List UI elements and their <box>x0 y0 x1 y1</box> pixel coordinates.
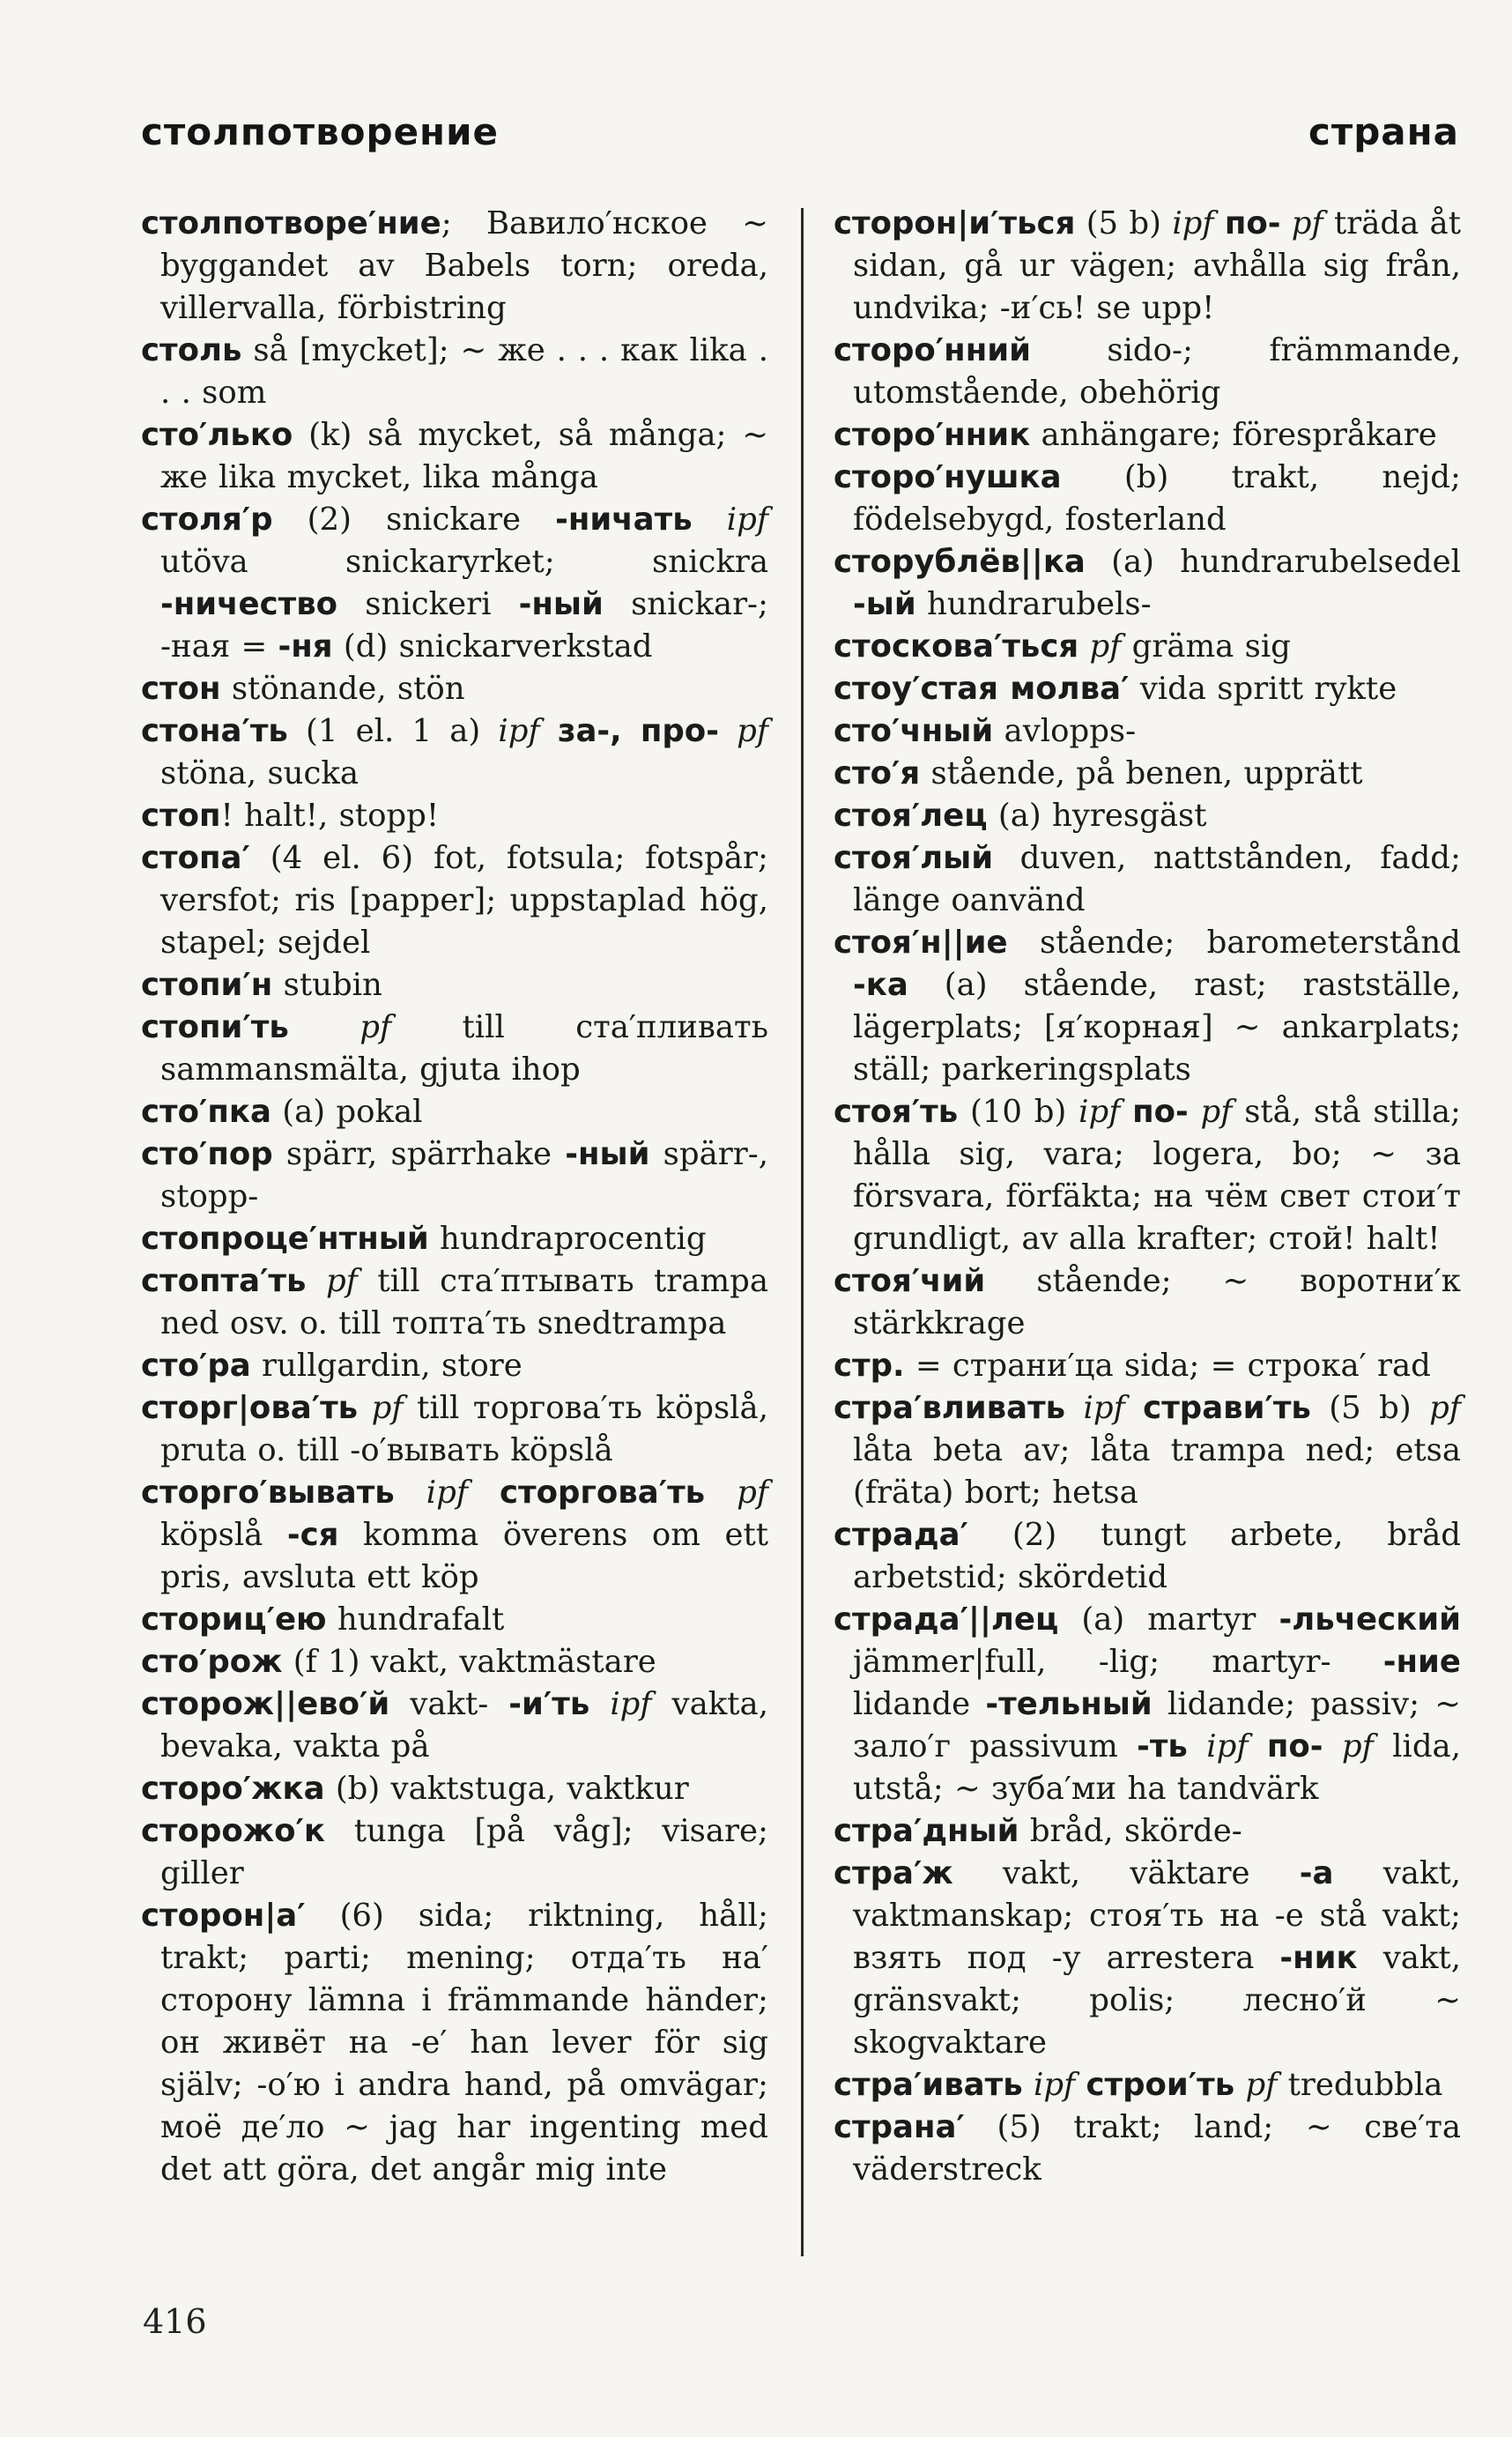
entry-definition <box>1125 1390 1143 1426</box>
entry-definition <box>1120 1094 1132 1130</box>
entry-definition: (a) hyresgäst <box>987 798 1207 834</box>
entry-grammar-label: ipf <box>1172 205 1214 241</box>
dictionary-entry <box>834 1260 1461 1345</box>
entry-headword: сторо′жка <box>141 1771 325 1807</box>
dictionary-entry <box>141 1260 768 1345</box>
dictionary-entry <box>834 2106 1461 2191</box>
entry-grammar-label: pf <box>1245 2067 1278 2103</box>
entry-definition: ! halt!, stopp! <box>220 798 440 834</box>
entry-headword: стоскова′ться <box>834 628 1079 665</box>
dictionary-entry <box>141 1768 768 1810</box>
entry-headword: стопта′ть <box>141 1263 307 1299</box>
entry-grammar-label: pf <box>1200 1094 1233 1130</box>
dictionary-entry <box>834 1599 1461 1810</box>
entry-grammar-label: ipf <box>1033 2067 1076 2103</box>
dictionary-entry <box>834 330 1461 414</box>
entry-definition <box>1075 2067 1086 2103</box>
entry-headword: стра′ж <box>834 1855 953 1891</box>
entry-definition <box>540 713 558 749</box>
entry-subform: -ть <box>1137 1728 1188 1765</box>
entry-definition: stönande, stön <box>220 671 465 707</box>
entry-subform: -тельный <box>985 1686 1153 1722</box>
right-column <box>834 203 1461 2191</box>
entry-subform: -ся <box>286 1517 339 1553</box>
dictionary-entry <box>141 837 768 964</box>
dictionary-entry <box>141 1641 768 1683</box>
entry-definition: rullgardin, store <box>250 1348 523 1384</box>
dictionary-entry <box>141 1472 768 1599</box>
entry-grammar-label: ipf <box>610 1686 652 1722</box>
dictionary-entry <box>834 203 1461 330</box>
entry-headword: стона′ть <box>141 713 288 749</box>
dictionary-entry <box>834 753 1461 795</box>
dictionary-entry <box>141 1683 768 1768</box>
entry-definition: (b) vaktstuga, vaktkur <box>324 1771 689 1807</box>
entry-headword: сто′рож <box>141 1644 283 1680</box>
entry-definition: utöva snickaryrket; snickra <box>160 544 768 580</box>
entry-definition: lidande; passiv; ~ зало′г passivum <box>853 1686 1462 1765</box>
entry-definition: till ста′птывать trampa ned osv. o. till топта′ть snedtrampa <box>160 1263 768 1341</box>
entry-definition: köpslå <box>160 1517 287 1553</box>
entry-headword: сторожо′к <box>141 1813 325 1849</box>
entry-grammar-label: pf <box>371 1390 404 1426</box>
dictionary-entry <box>834 837 1461 922</box>
entry-definition: snickeri <box>337 586 519 622</box>
dictionary-entry <box>141 964 768 1007</box>
entry-definition: gräma sig <box>1121 628 1291 665</box>
entry-grammar-label: pf <box>325 1263 358 1299</box>
entry-definition: (k) så mycket, så många; ~ же lika mycket, lika många <box>160 417 768 495</box>
entry-definition: duven, nattstånden, fadd; länge oanvänd <box>853 840 1461 918</box>
entry-definition: (a) stående, rast; rastställe, lägerplats; [я′корная] ~ ankarplats; ställ; parkeringsplats <box>853 967 1461 1088</box>
dictionary-entry <box>834 1345 1461 1387</box>
dictionary-entry <box>141 1387 768 1472</box>
entry-headword: сторублёв||ка <box>834 544 1086 580</box>
entry-headword: стоя′лец <box>834 798 988 834</box>
entry-definition: vida spritt rykte <box>1129 671 1397 707</box>
running-head-left: столпотворение <box>141 110 499 153</box>
entry-headword: сто′я <box>834 755 921 791</box>
entry-definition: (a) pokal <box>271 1094 423 1130</box>
dictionary-entry <box>834 795 1461 837</box>
entry-definition: hundrarubels- <box>915 586 1152 622</box>
entry-headword: сторо′нушка <box>834 459 1062 495</box>
entry-grammar-label: ipf <box>726 502 768 538</box>
entry-subform: -ничать <box>555 502 693 538</box>
dictionary-entry <box>141 1345 768 1387</box>
entry-definition: stöna, sucka <box>160 755 359 791</box>
entry-headword: страда′||лец <box>834 1601 1059 1638</box>
entry-subform: -льческий <box>1279 1601 1461 1638</box>
dictionary-entry <box>834 668 1461 710</box>
entry-grammar-label: pf <box>1341 1728 1374 1765</box>
entry-subform: сторгова′ть <box>499 1475 706 1511</box>
dictionary-entry <box>141 414 768 499</box>
entry-headword: сто′пка <box>141 1094 271 1130</box>
entry-definition <box>1188 1728 1206 1765</box>
entry-headword: сторго′вывать <box>141 1475 395 1511</box>
entry-definition <box>1189 1094 1201 1130</box>
entry-definition <box>719 713 737 749</box>
entry-subform: -ый <box>853 586 916 622</box>
dictionary-entry <box>834 414 1461 457</box>
entry-grammar-label: ipf <box>1078 1094 1121 1130</box>
entry-definition: (5 b) <box>1075 205 1173 241</box>
entry-headword: стра′дный <box>834 1813 1019 1849</box>
entry-headword: стоя′н||ие <box>834 925 1008 961</box>
entry-definition: träda åt sidan, gå ur vägen; avhålla sig från, undvika; -и′сь! se upp! <box>853 205 1461 326</box>
dictionary-entry <box>834 457 1461 541</box>
entry-headword: стопа′ <box>141 840 250 876</box>
running-head-right: страна <box>1308 110 1459 153</box>
column-divider <box>801 208 804 2256</box>
entry-headword: сто′лько <box>141 417 293 453</box>
dictionary-entry <box>141 1218 768 1260</box>
dictionary-entry <box>141 1895 768 2191</box>
entry-definition <box>1280 205 1291 241</box>
entry-definition: till торгова′ть köpslå, pruta o. till -о′вывать köpslå <box>160 1390 768 1468</box>
dictionary-entry <box>834 1853 1461 2064</box>
entry-definition: avlopps- <box>993 713 1137 749</box>
entry-headword: сторо′нний <box>834 332 1031 368</box>
entry-subform: -ничество <box>160 586 338 622</box>
entry-definition <box>1023 2067 1034 2103</box>
entry-definition: till ста′пливать sammansmälta, gjuta ihop <box>160 1009 768 1088</box>
left-column <box>141 203 768 2191</box>
entry-definition: hundrafalt <box>326 1601 505 1638</box>
dictionary-entry <box>834 922 1461 1091</box>
entry-definition: anhängare; förespråkare <box>1030 417 1437 453</box>
entry-subform: -а <box>1299 1855 1334 1891</box>
entry-definition: (a) martyr <box>1058 1601 1279 1638</box>
entry-headword: сториц′ею <box>141 1601 327 1638</box>
entry-definition <box>358 1390 372 1426</box>
entry-definition: tredubbla <box>1277 2067 1443 2103</box>
entry-headword: столя′р <box>141 502 273 538</box>
entry-subform: -ка <box>853 967 908 1003</box>
entry-grammar-label: ipf <box>498 713 540 749</box>
dictionary-entry <box>141 203 768 330</box>
entry-headword: сторон|а′ <box>141 1898 306 1934</box>
dictionary-entry <box>834 710 1461 753</box>
entry-headword: сто′пор <box>141 1136 273 1172</box>
entry-grammar-label: ipf <box>1083 1390 1125 1426</box>
entry-headword: стопи′н <box>141 967 273 1003</box>
dictionary-entry <box>141 1091 768 1133</box>
dictionary-entry <box>834 1810 1461 1853</box>
entry-subform: по- <box>1266 1728 1323 1765</box>
entry-headword: сто′ра <box>141 1348 251 1384</box>
entry-definition: bråd, skörde- <box>1019 1813 1242 1849</box>
entry-subform: -ник <box>1279 1940 1358 1976</box>
entry-definition <box>1065 1390 1083 1426</box>
entry-definition: snickar-; -ная = <box>160 586 768 665</box>
entry-definition <box>468 1475 500 1511</box>
dictionary-entry <box>141 668 768 710</box>
entry-definition: ; Вавило′нское ~ byggandet av Babels torn; oreda, villervalla, förbistring <box>160 205 768 326</box>
entry-headword: стра′вливать <box>834 1390 1066 1426</box>
entry-definition: (d) snickarverkstad <box>332 628 653 665</box>
entry-headword: стоя′ть <box>834 1094 959 1130</box>
dictionary-entry <box>141 1599 768 1641</box>
entry-definition <box>1078 628 1089 665</box>
entry-definition <box>1234 2067 1245 2103</box>
entry-subform: -ние <box>1382 1644 1461 1680</box>
entry-grammar-label: pf <box>737 713 768 749</box>
entry-definition: (2) tungt arbete, bråd arbetstid; skördetid <box>853 1517 1461 1595</box>
dictionary-entry <box>141 795 768 837</box>
entry-headword: стр. <box>834 1348 905 1384</box>
entry-headword: столпотворе′ние <box>141 205 441 241</box>
dictionary-entry <box>834 626 1461 668</box>
entry-subform: -ный <box>518 586 604 622</box>
entry-definition <box>306 1263 326 1299</box>
entry-headword: стопи′ть <box>141 1009 289 1045</box>
entry-subform: -и′ть <box>508 1686 590 1722</box>
entry-headword: сторон|и′ться <box>834 205 1076 241</box>
entry-grammar-label: pf <box>1429 1390 1461 1426</box>
entry-definition: (5 b) <box>1310 1390 1430 1426</box>
entry-definition: (1 el. 1 a) <box>287 713 499 749</box>
entry-definition: vakta, bevaka, vakta på <box>160 1686 769 1765</box>
entry-definition: (4 el. 6) fot, fotsula; fotspår; versfot; ris [papper]; uppstaplad hög, stapel; sejdel <box>160 840 768 961</box>
entry-headword: сторож||ево′й <box>141 1686 390 1722</box>
entry-definition <box>1323 1728 1342 1765</box>
entry-grammar-label: ipf <box>1206 1728 1249 1765</box>
dictionary-entry <box>141 1810 768 1895</box>
entry-definition: så [mycket]; ~ же . . . как lika . . . som <box>160 332 768 411</box>
dictionary-entry <box>834 1514 1461 1599</box>
entry-definition: hundraprocentig <box>428 1221 707 1257</box>
entry-definition: (5) trakt; land; ~ све′та väderstreck <box>853 2109 1461 2188</box>
entry-grammar-label: pf <box>1089 628 1122 665</box>
entry-definition: = страни′ца sida; = строка′ rad <box>904 1348 1431 1384</box>
entry-definition: (10 b) <box>958 1094 1079 1130</box>
entry-definition <box>693 502 727 538</box>
entry-definition: lida, utstå; ~ зуба′ми ha tandvärk <box>853 1728 1461 1807</box>
dictionary-entry <box>141 1133 768 1218</box>
entry-definition <box>589 1686 610 1722</box>
entry-headword: стоя′чий <box>834 1263 986 1299</box>
entry-headword: столь <box>141 332 242 368</box>
entry-headword: страда′ <box>834 1517 968 1553</box>
entry-definition: jämmer|full, -lig; martyr- <box>853 1644 1383 1680</box>
dictionary-entry <box>834 2064 1461 2106</box>
entry-subform: по- <box>1132 1094 1189 1130</box>
entry-headword: стон <box>141 671 221 707</box>
entry-definition: sido-; främmande, utomstående, obehörig <box>853 332 1461 411</box>
dictionary-entry <box>834 541 1461 626</box>
entry-definition: stående; ~ воротни′к stärkkrage <box>853 1263 1461 1341</box>
entry-definition: vakt, väktare <box>952 1855 1300 1891</box>
entry-definition: spärr, spärrhake <box>272 1136 566 1172</box>
entry-definition: komma överens om ett pris, avsluta ett köp <box>160 1517 768 1595</box>
entry-definition: stubin <box>272 967 382 1003</box>
entry-definition: stå, stå stilla; hålla sig, vara; logera, bo; ~ за försvara, förfäkta; на чём свет стои′т grundligt, av alla krafter; стой! halt! <box>853 1094 1461 1257</box>
entry-headword: сторг|ова′ть <box>141 1390 359 1426</box>
dictionary-entry <box>141 710 768 795</box>
entry-definition: (b) trakt, nejd; födelsebygd, fosterland <box>853 459 1461 538</box>
entry-definition: (2) snickare <box>272 502 556 538</box>
entry-definition <box>289 1009 359 1045</box>
entry-definition: (f 1) vakt, vaktmästare <box>282 1644 656 1680</box>
entry-definition: (a) hundrarubelsedel <box>1085 544 1461 580</box>
entry-headword: стоу′стая молва′ <box>834 671 1130 707</box>
entry-subform: -ный <box>565 1136 650 1172</box>
entry-subform: по- <box>1224 205 1281 241</box>
entry-definition <box>705 1475 737 1511</box>
dictionary-entry <box>141 330 768 414</box>
entry-definition: stående; barometerstånd <box>1007 925 1461 961</box>
entry-subform: за-, про- <box>557 713 719 749</box>
dictionary-entry <box>141 499 768 668</box>
entry-definition: (6) sida; riktning, håll; trakt; parti; mening; отда′ть на′ сторону lämna i främmande händer; он живёт на -е′ han lever för sig själv; -о′ю i andra hand, på omvägar; моё де′ло ~ jag har ingenting med det att göra, det angår mig inte <box>160 1898 768 2188</box>
entry-definition: stående, på benen, upprätt <box>920 755 1363 791</box>
entry-headword: сторо′нник <box>834 417 1031 453</box>
entry-headword: стопроце′нтный <box>141 1221 429 1257</box>
entry-headword: страна′ <box>834 2109 965 2145</box>
entry-definition <box>1214 205 1225 241</box>
dictionary-entry <box>834 1387 1461 1514</box>
entry-definition: tunga [på våg]; visare; giller <box>160 1813 768 1891</box>
entry-subform: строи′ть <box>1086 2067 1235 2103</box>
dictionary-entry <box>141 1007 768 1091</box>
dictionary-entry <box>834 1091 1461 1260</box>
entry-subform: -ня <box>278 628 333 665</box>
entry-headword: стра′ивать <box>834 2067 1023 2103</box>
entry-headword: стоя′лый <box>834 840 994 876</box>
entry-headword: стоп <box>141 798 221 834</box>
entry-grammar-label: pf <box>359 1009 392 1045</box>
entry-definition <box>395 1475 426 1511</box>
entry-definition: lidande <box>853 1686 986 1722</box>
page-number: 416 <box>143 2302 207 2341</box>
entry-definition: låta beta av; låta trampa ned; etsa (fräta) bort; hetsa <box>853 1432 1461 1511</box>
entry-grammar-label: ipf <box>426 1475 468 1511</box>
entry-definition: spärr-, stopp- <box>160 1136 768 1215</box>
entry-definition: vakt, vaktmanskap; стоя′ть на -е stå vakt; взять под -у arrestera <box>853 1855 1461 1976</box>
entry-grammar-label: pf <box>1291 205 1323 241</box>
entry-definition: vakt, gränsvakt; polis; лесно′й ~ skogvaktare <box>853 1940 1461 2061</box>
entry-definition <box>1248 1728 1266 1765</box>
entry-subform: страви′ть <box>1143 1390 1311 1426</box>
entry-definition: vakt- <box>389 1686 509 1722</box>
entry-grammar-label: pf <box>737 1475 768 1511</box>
entry-headword: сто′чный <box>834 713 994 749</box>
